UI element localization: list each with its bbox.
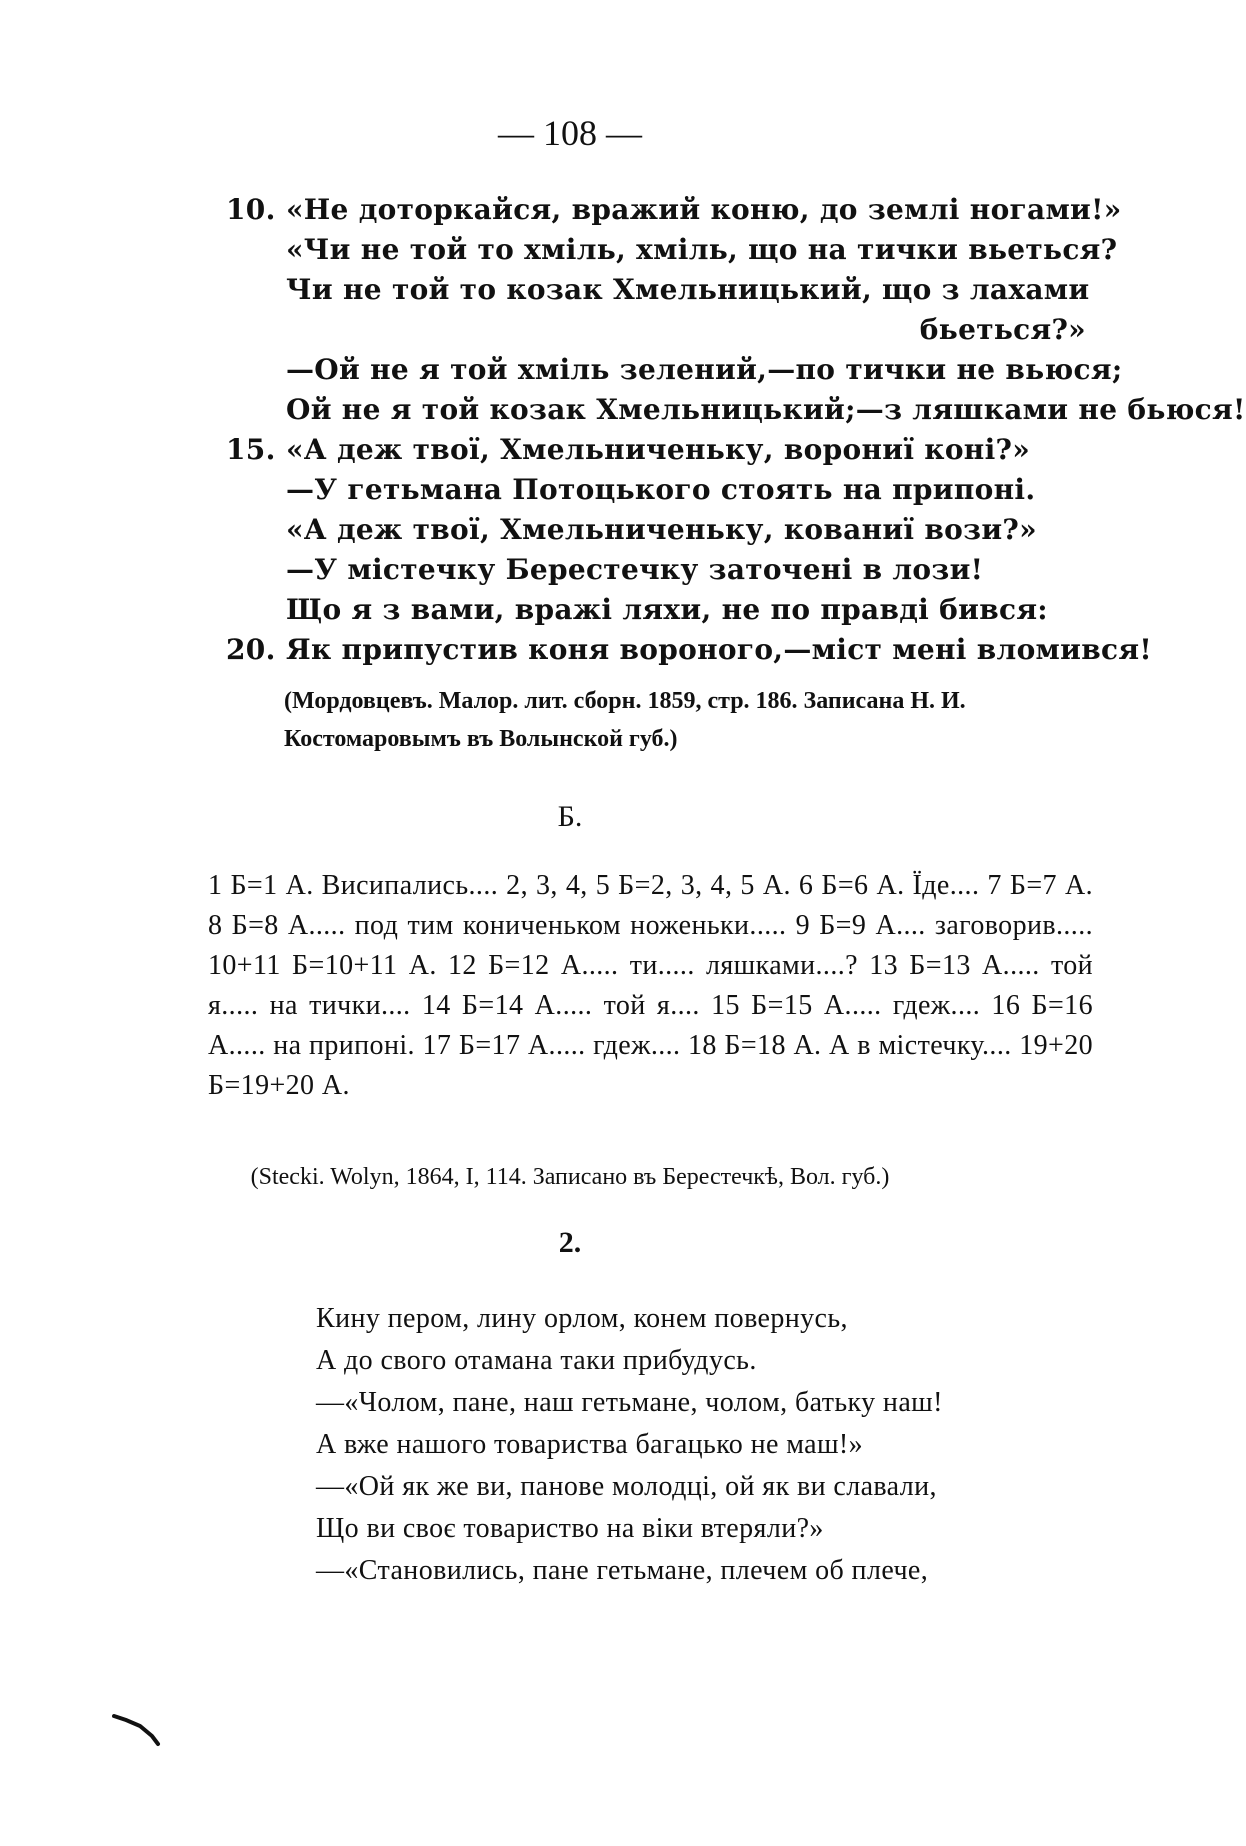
poem-line [226,590,1106,630]
page-number: — 108 — [498,113,642,153]
poem-line: —«Становились, пане гетьмане, плечем об плече, [316,1555,929,1586]
line-text: —Ой не я той хміль зелений,—по тички не вьюся; [286,353,1123,386]
poem-line: Що ви своє товариство на віки втеряли?» [316,1513,824,1544]
line-text: Чи не той то козак Хмельницький, що з лахами [286,273,1090,306]
line-number: 20. [226,633,276,666]
song-number: 2. [558,1226,582,1259]
poem-line: А до свого отамана таки прибудусь. [316,1345,757,1376]
source-citation-b: (Stecki. Wolyn, 1864, I, 114. Записано въ Берестечкѣ, Вол. губ.) [250,1164,890,1190]
poem-2 [316,1298,1116,1592]
line-number: 10. [226,193,276,226]
line-text: «Не доторкайся, вражий коню, до землі ногами!» [286,193,1122,226]
line-text: «А деж твої, Хмельниченьку, кованиї вози?» [286,513,1037,546]
poem-line [226,510,1106,550]
poem-line [226,230,1118,270]
section-heading-b: Б. [557,800,583,833]
poem-line: —«Чолом, пане, наш гетьмане, чолом, батьку наш! [316,1387,943,1418]
poem-line [226,470,1106,510]
poem-line [226,430,1106,470]
poem-a [226,190,1246,670]
poem-line [226,190,1122,230]
line-text: Як припустив коня вороного,—міст мені вломився! [286,633,1152,666]
line-text: Ой не я той козак Хмельницький;—з ляшками не бьюся! [286,393,1246,426]
poem-line [226,630,1152,670]
line-continuation: бьеться?» [919,313,1086,346]
line-text: Що я з вами, вражі ляхи, не по правді бився: [286,593,1048,626]
poem-line [226,550,1106,590]
line-number: 15. [226,433,276,466]
source-citation-a: (Мордовцевъ. Малор. лит. сборн. 1859, стр. 186. Записана Н. И. Костомаровымъ въ Волынской губ.) [284,688,966,752]
poem-line: —«Ой як же ви, панове молодці, ой як ви славали, [316,1471,937,1502]
poem-line: Кину пером, лину орлом, конем повернусь, [316,1303,848,1334]
line-text: «Чи не той то хміль, хміль, що на тички вьеться? [286,233,1118,266]
ink-mark-icon [112,1710,162,1750]
poem-line [226,390,1246,430]
line-text: —У гетьмана Потоцького стоять на припоні. [286,473,1036,506]
poem-line [226,350,1123,390]
line-text: «А деж твої, Хмельниченьку, ворониї коні?» [286,433,1031,466]
line-text: —У містечку Берестечку заточені в лози! [286,553,984,586]
poem-line: А вже нашого товариства багацько не маш!» [316,1429,864,1460]
variant-readings: 1 Б=1 А. Висипались.... 2, 3, 4, 5 Б=2, 3, 4, 5 А. 6 Б=6 А. Їде.... 7 Б=7 А. 8 Б=8 А..... под тим кониченьком ноженьки..... 9 Б=9 А.... заговорив..... 10+11 Б=10+11 А. 12 Б=12 А..... ти..... ляшками....? 13 Б=13 А..... той я..... на тички.... 14 Б=14 А..... той я.... 15 Б=15 А..... гдеж.... 16 Б=16 А..... на припоні. 17 Б=17 А..... гдеж.... 18 Б=18 А. А в містечку.... 19+20 Б=19+20 А. [208,870,1093,1101]
poem-line [226,270,1106,350]
